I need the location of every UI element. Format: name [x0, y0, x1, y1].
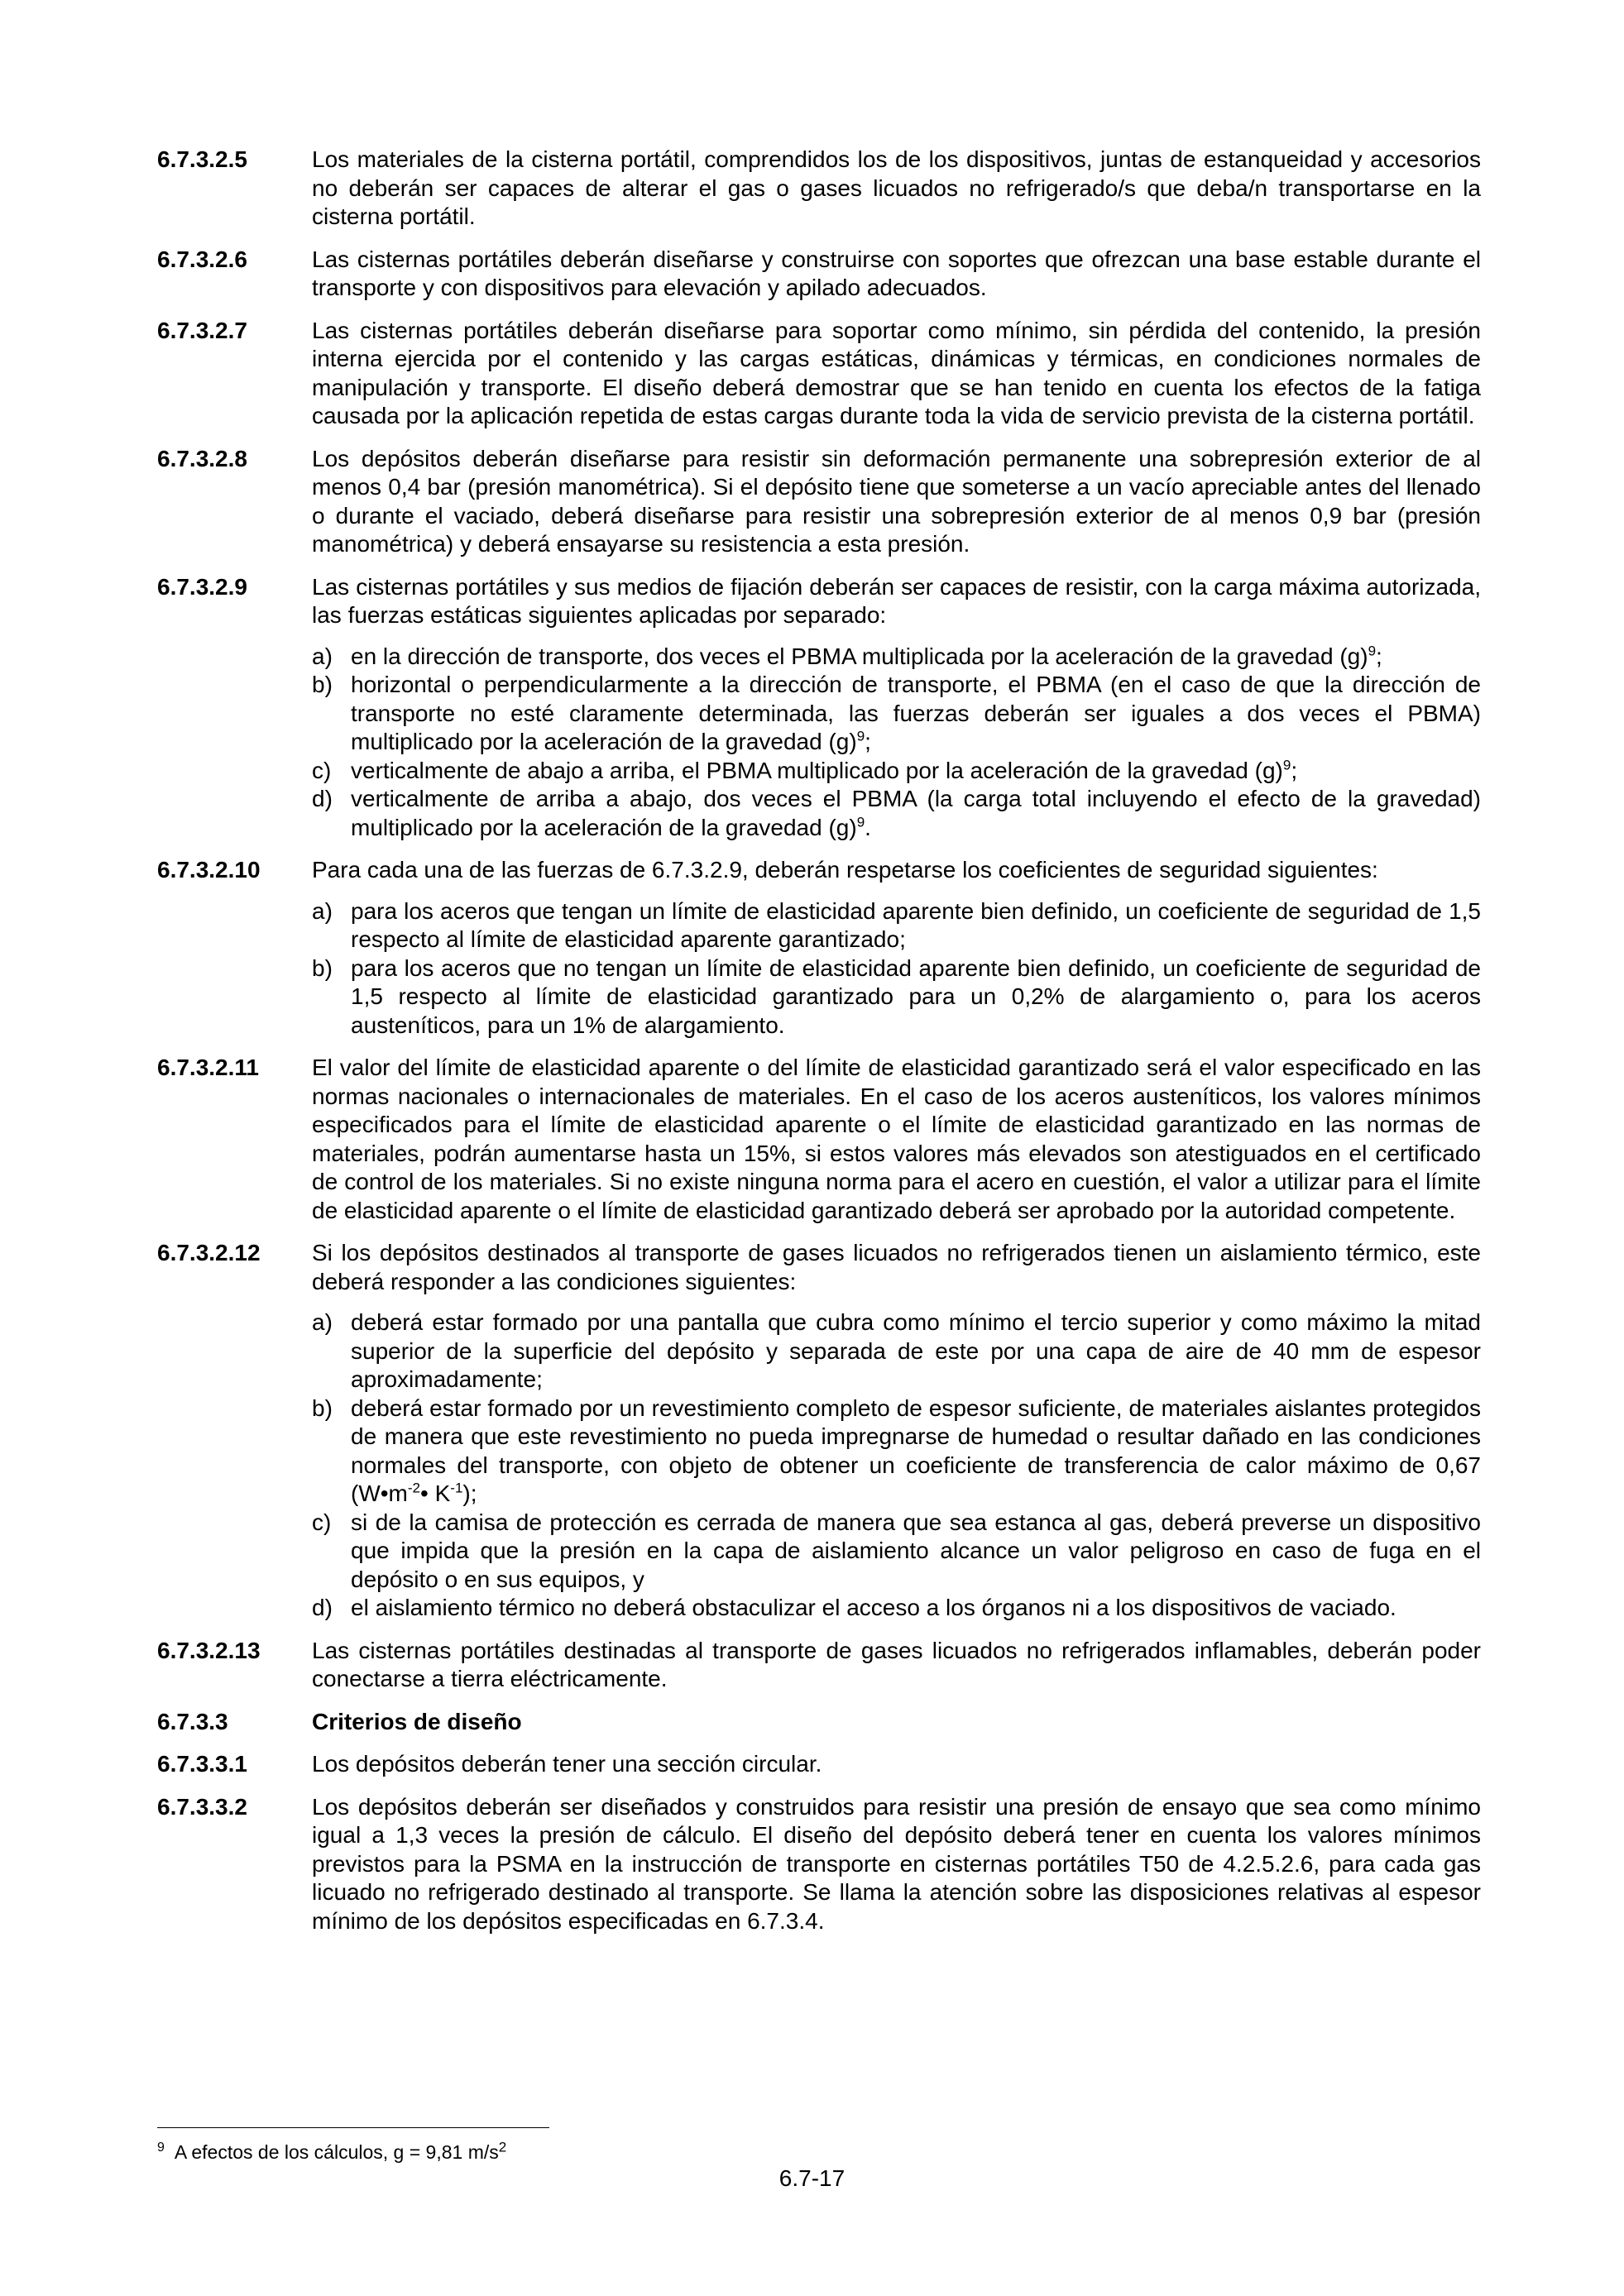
list-item — [312, 785, 1481, 842]
paragraph-number: 6.7.3.2.8 — [157, 445, 247, 471]
list-item-label: a) — [312, 897, 333, 924]
paragraph-number: 6.7.3.2.6 — [157, 246, 247, 272]
footnote-divider — [157, 2127, 549, 2128]
paragraph-6.7.3.3.2 — [157, 1793, 1481, 1936]
paragraph-text: Las cisternas portátiles deberán diseñarse y construirse con soportes que ofrezcan una base estable durante el transporte y con dispositivos para elevación y apilado adecuados. — [312, 246, 1481, 300]
list-item — [312, 1308, 1481, 1394]
footnote — [157, 2141, 506, 2164]
list-item-text: para los aceros que no tengan un límite de elasticidad aparente bien definido, un coeficiente de seguridad de 1,5 respecto al límite de elasticidad garantizado para un 0,2% de alargamiento o, para los aceros austeníticos, para un 1% de alargamiento. — [351, 954, 1481, 1038]
paragraph-number: 6.7.3.3.2 — [157, 1793, 247, 1820]
document-page — [157, 146, 1481, 1949]
paragraph-6.7.3.2.12 — [157, 1239, 1481, 1296]
paragraph-number: 6.7.3.2.9 — [157, 573, 247, 600]
paragraph-number: 6.7.3.2.10 — [157, 857, 261, 883]
list-6.7.3.2.9 — [312, 643, 1481, 843]
section-heading-6.7.3.3 — [157, 1708, 1481, 1737]
paragraph-text: El valor del límite de elasticidad aparente o del límite de elasticidad garantizado será el valor especificado en las normas nacionales o internacionales de materiales. En el caso de los aceros austeníticos, los valores mínimos especificados para el límite de elasticidad aparente o el límite de elasticidad garantizado en las normas de materiales, podrán aumentarse hasta un 15%, si estos valores más elevados son atestiguados en el certificado de control de los materiales. Si no existe ninguna norma para el acero en cuestión, el valor a utilizar para el límite de elasticidad aparente o el límite de elasticidad garantizado deberá ser aprobado por la autoridad competente. — [312, 1055, 1481, 1223]
list-item-text: horizontal o perpendicularmente a la dirección de transporte, el PBMA (en el caso de que la dirección de transporte no esté claramente determinada, las fuerzas deberán ser iguales a dos veces el PBMA) multiplicado por la aceleración de la gravedad $(g)^9$; — [351, 672, 1481, 754]
paragraph-6.7.3.2.9 — [157, 573, 1481, 630]
paragraph-text: Las cisternas portátiles destinadas al transporte de gases licuados no refrigerados inflamables, deberán poder conectarse a tierra eléctricamente. — [312, 1637, 1481, 1691]
list-item-label: b) — [312, 954, 333, 981]
paragraph-6.7.3.2.11 — [157, 1054, 1481, 1225]
list-item-label: c) — [312, 757, 332, 783]
paragraph-6.7.3.2.6 — [157, 246, 1481, 303]
footnote-ref: 9 — [1368, 643, 1377, 659]
heading-number: 6.7.3.3 — [157, 1708, 228, 1734]
footnote-ref: 9 — [856, 728, 865, 744]
list-item — [312, 643, 1481, 672]
list-item-text: verticalmente de abajo a arriba, el PBMA multiplicado por la aceleración de la gravedad $(g)^9$; — [351, 757, 1298, 783]
list-item-text: deberá estar formado por una pantalla que cubra como mínimo el tercio superior y como máximo la mitad superior de la superficie del depósito y separada de este por una capa de aire de 40 mm de espesor aproximadamente; — [351, 1309, 1481, 1392]
footnote-ref: 9 — [1282, 757, 1291, 773]
paragraph-text: Los depósitos deberán tener una sección circular. — [312, 1751, 822, 1777]
paragraph-6.7.3.2.7 — [157, 317, 1481, 431]
paragraph-text: Los depósitos deberán ser diseñados y construidos para resistir una presión de ensayo que sea como mínimo igual a 1,3 veces la presión de cálculo. El diseño del depósito deberá tener en cuenta los valores mínimos previstos para la PSMA en la instrucción de transporte en cisternas portátiles T50 de 4.2.5.2.6, para cada gas licuado no refrigerado destinado al transporte. Se llama la atención sobre las disposiciones relativas al espesor mínimo de los depósitos especificadas en 6.7.3.4. — [312, 1793, 1481, 1934]
paragraph-6.7.3.2.5 — [157, 146, 1481, 232]
footnote-ref: 9 — [856, 814, 865, 830]
list-item-text: en la dirección de transporte, dos veces el PBMA multiplicada por la aceleración de la gravedad $(g)^9$; — [351, 643, 1382, 669]
paragraph-text: Si los depósitos destinados al transporte de gases licuados no refrigerados tienen un aislamiento térmico, este deberá responder a las condiciones siguientes: — [312, 1240, 1481, 1294]
list-item-label: d) — [312, 1595, 333, 1620]
list-item — [312, 671, 1481, 757]
paragraph-number: 6.7.3.2.7 — [157, 317, 247, 343]
list-item-label: d) — [312, 786, 333, 811]
unit-exponent: -2 — [407, 1480, 421, 1496]
list-item — [312, 757, 1481, 786]
list-item-text: el aislamiento térmico no deberá obstaculizar el acceso a los órganos ni a los dispositivos de vaciado. — [351, 1595, 1396, 1620]
paragraph-number: 6.7.3.3.1 — [157, 1751, 247, 1777]
paragraph-text: Los depósitos deberán diseñarse para resistir sin deformación permanente una sobrepresión exterior de al menos 0,4 bar (presión manométrica). Si el depósito tiene que someterse a un vacío apreciable antes del llenado o durante el vaciado, deberá diseñarse para resistir una sobrepresión exterior de al menos 0,9 bar (presión manométrica) y deberá ensayarse su resistencia a esta presión. — [312, 445, 1481, 557]
list-item — [312, 1594, 1481, 1623]
list-item-text: deberá estar formado por un revestimiento completo de espesor suficiente, de materiales aislantes protegidos de manera que este revestimiento no pueda impregnarse de humedad o resultar dañado en las condiciones normales del transporte, con objeto de obtener un coeficiente de transferencia de calor máximo de 0,67 ($W•m^{-2}•$ $K^{-1}$); — [351, 1394, 1481, 1506]
list-item — [312, 897, 1481, 954]
paragraph-text: Para cada una de las fuerzas de 6.7.3.2.9, deberán respetarse los coeficientes de seguridad siguientes: — [312, 857, 1378, 883]
list-item — [312, 1394, 1481, 1509]
list-item-label: a) — [312, 643, 333, 669]
list-item-text: si de la camisa de protección es cerrada de manera que sea estanca al gas, deberá preverse un dispositivo que impida que la presión en la capa de aislamiento alcance un valor peligroso en caso de fuga en el depósito o en sus equipos, y — [351, 1509, 1481, 1592]
footnote-mark: 9 — [157, 2141, 165, 2155]
paragraph-text: Las cisternas portátiles y sus medios de fijación deberán ser capaces de resistir, con la carga máxima autorizada, las fuerzas estáticas siguientes aplicadas por separado: — [312, 573, 1481, 628]
paragraph-6.7.3.2.10 — [157, 856, 1481, 885]
heading-title: Criterios de diseño — [312, 1708, 522, 1734]
paragraph-text: Las cisternas portátiles deberán diseñarse para soportar como mínimo, sin pérdida del contenido, la presión interna ejercida por el contenido y las cargas estáticas, dinámicas y térmicas, en condiciones normales de manipulación y transporte. El diseño deberá demostrar que se han tenido en cuenta los efectos de la fatiga causada por la aplicación repetida de estas cargas durante toda la vida de servicio prevista de la cisterna portátil. — [312, 317, 1481, 428]
paragraph-text: Los materiales de la cisterna portátil, comprendidos los de los dispositivos, juntas de estanqueidad y accesorios no deberán ser capaces de alterar el gas o gases licuados no refrigerado/s que deba/n transportarse en la cisterna portátil. — [312, 146, 1481, 229]
list-item-label: a) — [312, 1309, 333, 1335]
list-6.7.3.2.10 — [312, 897, 1481, 1040]
paragraph-number: 6.7.3.2.12 — [157, 1240, 261, 1265]
list-item — [312, 954, 1481, 1040]
unit-exponent: 2 — [498, 2139, 507, 2155]
list-item-text: para los aceros que tengan un límite de elasticidad aparente bien definido, un coeficiente de seguridad de 1,5 respecto al límite de elasticidad aparente garantizado; — [351, 897, 1481, 952]
list-item-label: c) — [312, 1509, 332, 1535]
paragraph-6.7.3.3.1 — [157, 1750, 1481, 1779]
list-item-text: verticalmente de arriba a abajo, dos veces el PBMA (la carga total incluyendo el efecto de la gravedad) multiplicado por la aceleración de la gravedad $(g)^9$. — [351, 786, 1481, 840]
list-item-label: b) — [312, 1394, 333, 1421]
paragraph-6.7.3.2.8 — [157, 445, 1481, 559]
paragraph-6.7.3.2.13 — [157, 1637, 1481, 1694]
list-6.7.3.2.12 — [312, 1308, 1481, 1623]
paragraph-number: 6.7.3.2.5 — [157, 146, 247, 172]
footnote-text: A efectos de los cálculos, g = 9,81 m/s — [174, 2141, 499, 2163]
list-item — [312, 1509, 1481, 1595]
unit-exponent: -1 — [450, 1480, 463, 1496]
paragraph-number: 6.7.3.2.13 — [157, 1637, 261, 1663]
page-number: 6.7-17 — [778, 2165, 846, 2191]
paragraph-number: 6.7.3.2.11 — [157, 1055, 260, 1080]
list-item-label: b) — [312, 672, 333, 697]
